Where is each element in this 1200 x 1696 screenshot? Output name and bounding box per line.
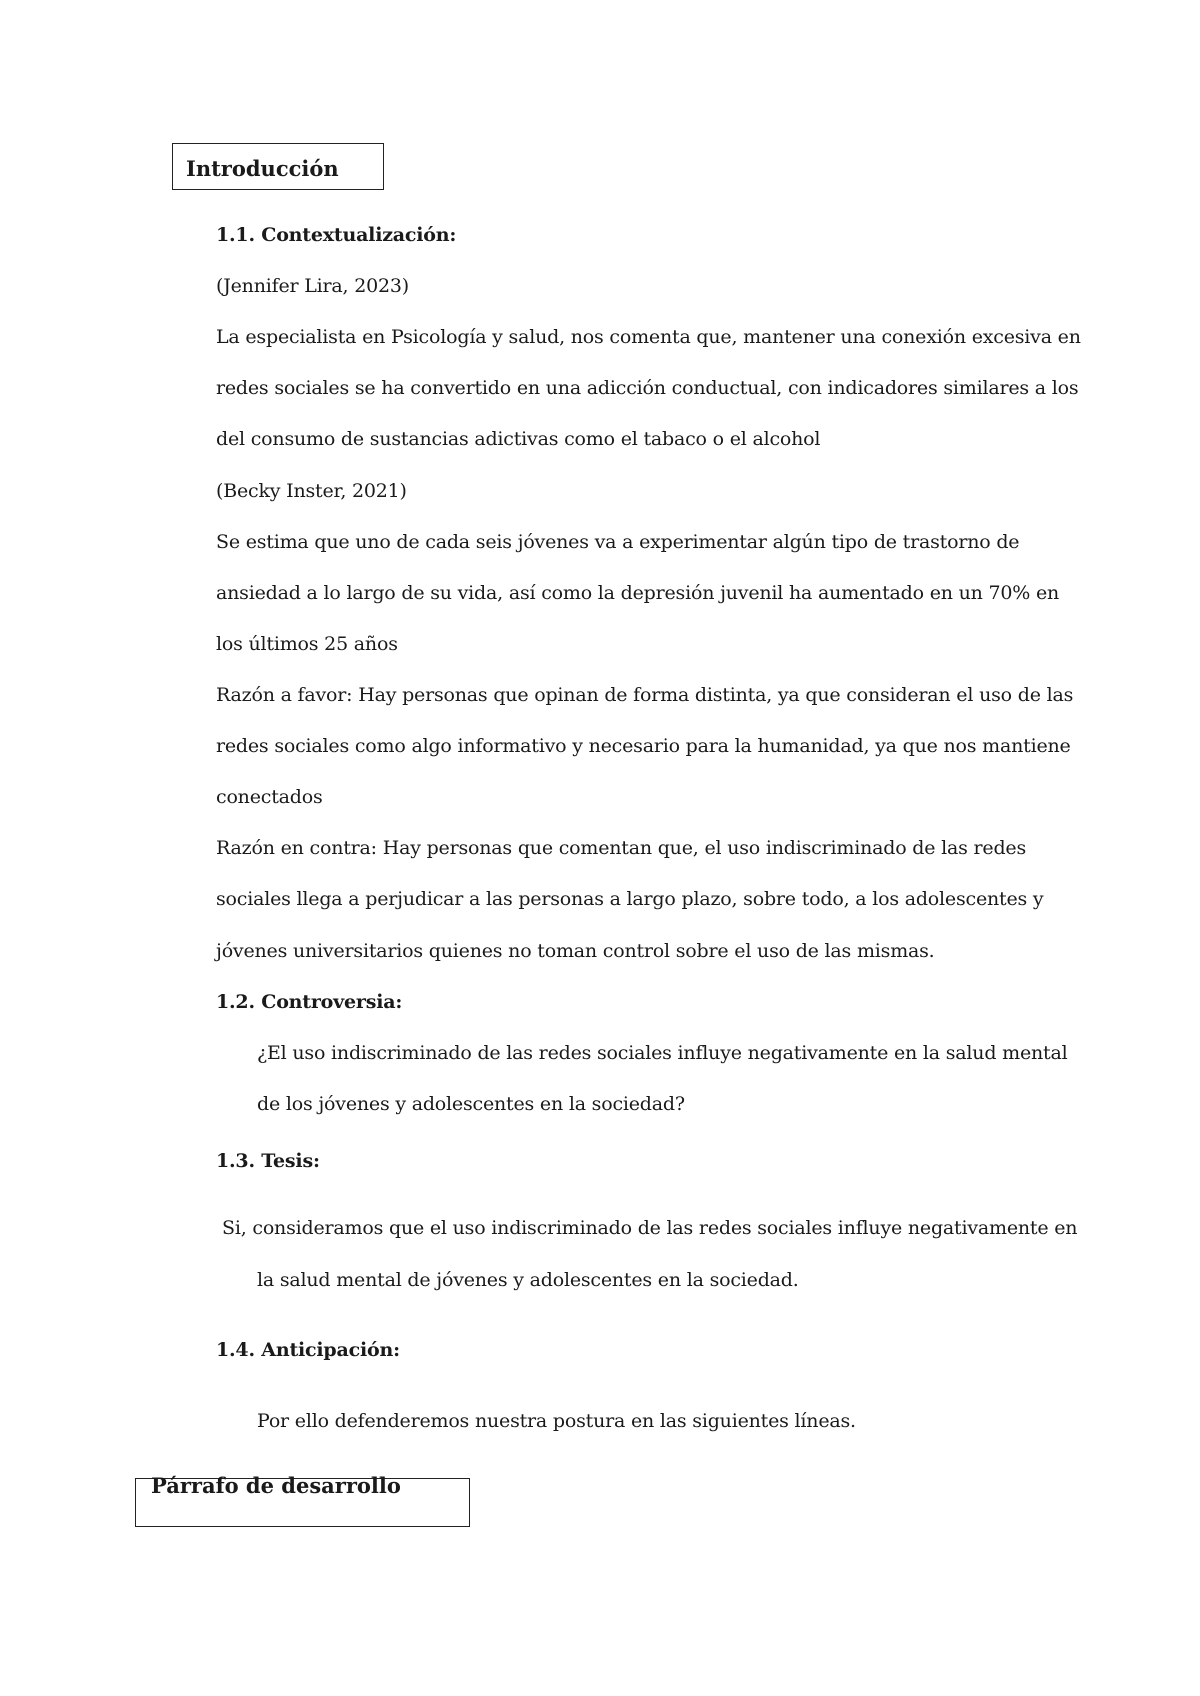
intro-heading: Introducción [186, 156, 339, 181]
section-heading-controversia: 1.2. Controversia: [216, 991, 403, 1013]
paragraph-line: del consumo de sustancias adictivas como el tabaco o el alcohol [216, 428, 821, 450]
thesis-line: Si, consideramos que el uso indiscriminado de las redes sociales influye negativamente en [222, 1217, 1078, 1239]
section-heading-anticipacion: 1.4. Anticipación: [216, 1339, 400, 1361]
intro-heading-box [172, 143, 384, 190]
thesis-line: la salud mental de jóvenes y adolescentes en la sociedad. [257, 1269, 799, 1291]
paragraph-line: La especialista en Psicología y salud, nos comenta que, mantener una conexión excesiva en [216, 326, 1081, 348]
reason-contra-line: jóvenes universitarios quienes no toman control sobre el uso de las mismas. [216, 940, 935, 962]
anticipation-line: Por ello defenderemos nuestra postura en las siguientes líneas. [257, 1410, 856, 1432]
paragraph-line: Se estima que uno de cada seis jóvenes va a experimentar algún tipo de trastorno de [216, 531, 1020, 553]
reason-contra-line: Razón en contra: Hay personas que comentan que, el uso indiscriminado de las redes [216, 837, 1026, 859]
development-heading: Párrafo de desarrollo [151, 1473, 401, 1498]
citation-jennifer-lira: (Jennifer Lira, 2023) [216, 275, 409, 297]
development-heading-box [135, 1473, 470, 1527]
paragraph-line: ansiedad a lo largo de su vida, así como la depresión juvenil ha aumentado en un 70% en [216, 582, 1060, 604]
reason-favor-line: conectados [216, 786, 323, 808]
controversy-question-line: ¿El uso indiscriminado de las redes sociales influye negativamente en la salud mental [257, 1042, 1068, 1064]
paragraph-line: redes sociales se ha convertido en una adicción conductual, con indicadores similares a los [216, 377, 1079, 399]
reason-favor-line: redes sociales como algo informativo y necesario para la humanidad, ya que nos mantiene [216, 735, 1071, 757]
reason-favor-line: Razón a favor: Hay personas que opinan de forma distinta, ya que consideran el uso de las [216, 684, 1074, 706]
reason-contra-line: sociales llega a perjudicar a las personas a largo plazo, sobre todo, a los adolescentes y [216, 888, 1044, 910]
section-heading-tesis: 1.3. Tesis: [216, 1150, 320, 1172]
controversy-question-line: de los jóvenes y adolescentes en la sociedad? [257, 1093, 685, 1115]
paragraph-line: los últimos 25 años [216, 633, 398, 655]
citation-becky-inster: (Becky Inster, 2021) [216, 480, 407, 502]
section-heading-contextualizacion: 1.1. Contextualización: [216, 224, 457, 246]
